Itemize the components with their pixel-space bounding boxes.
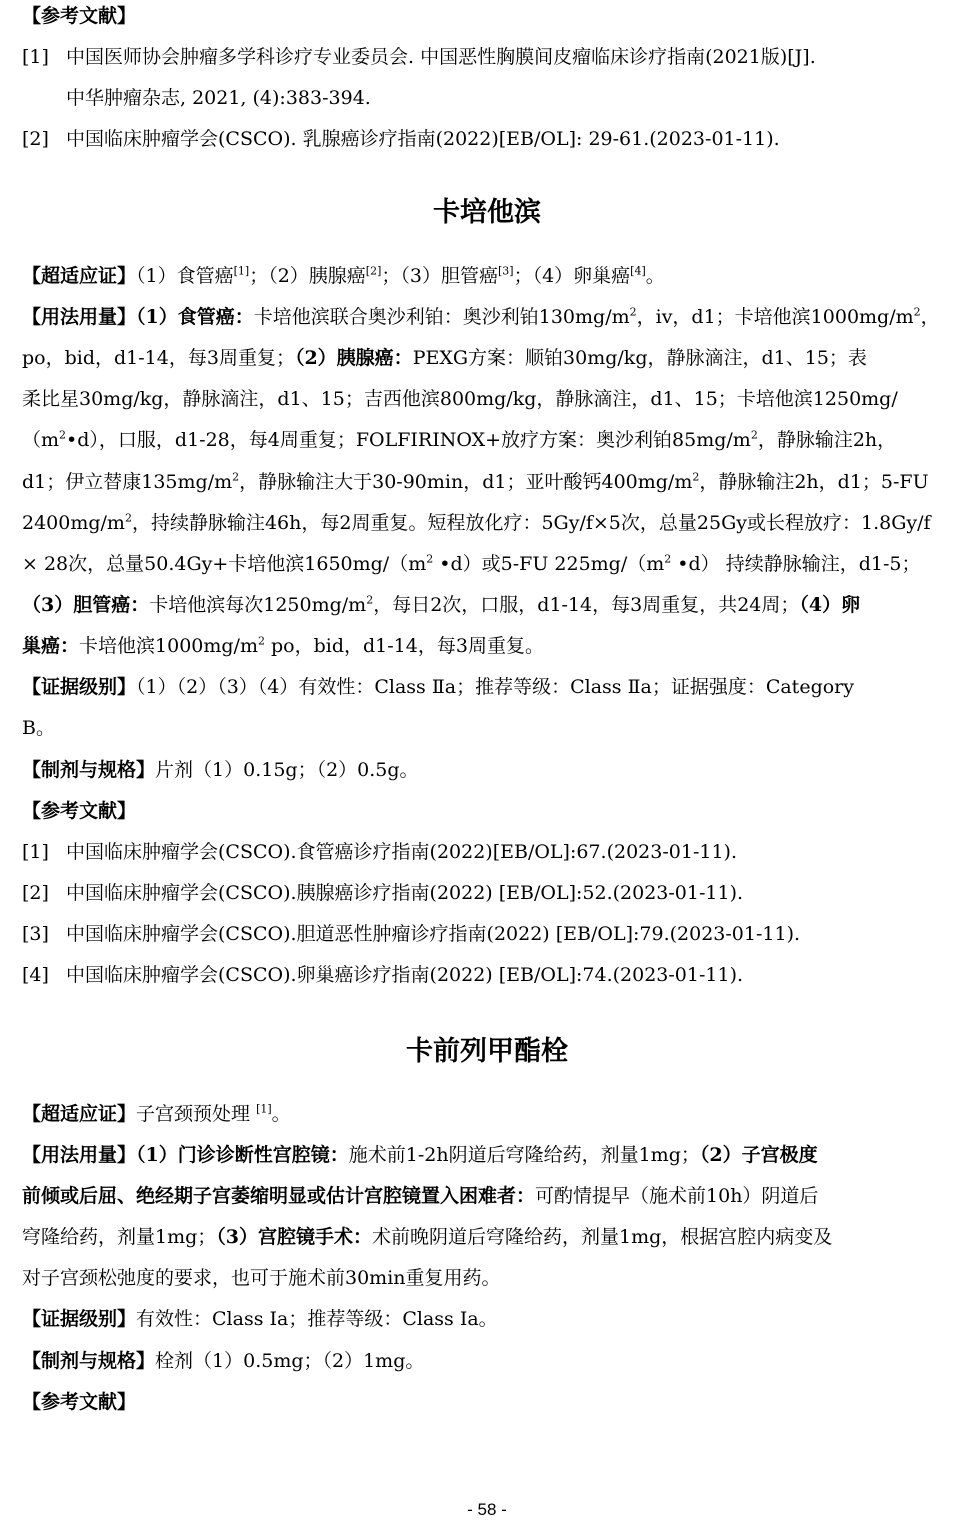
usage-line: 前倾或后屈、绝经期子宫萎缩明显或估计宫腔镜置入困难者：可酌情提早（施术前10h）阴道后 xyxy=(22,1185,819,1207)
usage-line: d1；伊立替康$135mg/m^2$，静脉输注大于30-90min，d1；亚叶酸钙$400mg/m^2$，静脉输注2h，d1；5-FU xyxy=(22,470,929,493)
evidence-line: 【证据级别】有效性：Class Ⅰa；推荐等级：Class Ⅰa。 xyxy=(22,1308,498,1330)
usage-line: 【用法用量】（1）门诊诊断性宫腔镜：施术前1-2h阴道后穹隆给药，剂量1mg；（2）子宫极度 xyxy=(22,1144,818,1166)
usage-line: po，bid，d1-14，每3周重复；（2）胰腺癌：PEXG方案：顺铂30mg/kg，静脉滴注，d1、15；表 xyxy=(22,347,867,369)
section-title: 卡前列甲酯栓 xyxy=(406,1036,568,1067)
usage-line: $2400mg/m^2$，持续静脉输注46h，每2周重复。短程放化疗：5Gy/f×5次，总量25Gy或长程放疗：1.8Gy/f xyxy=(22,511,931,534)
usage-line: $(m^2•d)$，口服，d1-28，每4周重复；FOLFIRINOX+放疗方案：奥沙利铂$85mg/m^2$，静脉输注2h， xyxy=(22,428,897,451)
usage-line: 穹隆给药，剂量1mg；（3）宫腔镜手术：术前晚阴道后穹隆给药，剂量1mg，根据宫腔内病变及 xyxy=(22,1226,833,1248)
usage-line: （3）胆管癌：卡培他滨每次$1250mg/m^2$，每日2次，口服，d1-14，每3周重复，共24周；（4）卵 xyxy=(22,593,861,616)
reference-item: [4] 中国临床肿瘤学会(CSCO).卵巢癌诊疗指南(2022) [EB/OL]:74.(2023-01-11). xyxy=(22,964,744,986)
refs-top-heading: 【参考文献】 xyxy=(22,5,137,27)
usage-line: 【用法用量】（1）食管癌：卡培他滨联合奥沙利铂：奥沙利铂$130mg/m^2$，iv，d1；卡培他滨$1000mg/m^2$， xyxy=(22,305,940,328)
section-title: 卡培他滨 xyxy=(433,197,541,228)
reference-item: [3] 中国临床肿瘤学会(CSCO).胆道恶性肿瘤诊疗指南(2022) [EB/OL]:79.(2023-01-11). xyxy=(22,923,801,945)
usage-line: 巢癌：卡培他滨$1000mg/m^2$ po，bid，d1-14，每3周重复。 xyxy=(22,634,544,657)
reference-item: [1] 中国临床肿瘤学会(CSCO).食管癌诊疗指南(2022)[EB/OL]:67.(2023-01-11). xyxy=(22,841,737,863)
usage-line: 对子宫颈松弛度的要求，也可于施术前30min重复用药。 xyxy=(22,1267,501,1289)
reference-item: [1] 中国医师协会肿瘤多学科诊疗专业委员会. 中国恶性胸膜间皮瘤临床诊疗指南(2021版)[J]. xyxy=(22,46,816,68)
evidence-line-continuation: B。 xyxy=(22,717,55,739)
usage-line: 柔比星30mg/kg，静脉滴注，d1、15；吉西他滨800mg/kg，静脉滴注，d1、15；卡培他滨1250mg/ xyxy=(22,388,898,410)
form-spec-line: 【制剂与规格】片剂（1）0.15g；（2）0.5g。 xyxy=(22,759,419,781)
indications-line: 【超适应证】（1）食管癌[1]；（2）胰腺癌[2]；（3）胆管癌[3]；（4）卵巢癌[4]。 xyxy=(22,264,665,287)
reference-item: [2] 中国临床肿瘤学会(CSCO).胰腺癌诊疗指南(2022) [EB/OL]:52.(2023-01-11). xyxy=(22,882,744,904)
evidence-line: 【证据级别】（1）（2）（3）（4）有效性：Class Ⅱa；推荐等级：Class Ⅱa；证据强度：Category xyxy=(22,676,854,698)
reference-item: [2] 中国临床肿瘤学会(CSCO). 乳腺癌诊疗指南(2022)[EB/OL]: 29-61.(2023-01-11). xyxy=(22,128,780,150)
form-spec-line: 【制剂与规格】栓剂（1）0.5mg；（2）1mg。 xyxy=(22,1350,425,1372)
refs-heading: 【参考文献】 xyxy=(22,1391,137,1413)
reference-item-continuation: 中华肿瘤杂志, 2021, (4):383-394. xyxy=(66,87,371,109)
usage-line: × 28次，总量50.4Gy+卡培他滨$1650mg/(m^2$ •d）或5-FU $225mg/(m^2$ •d） 持续静脉输注，d1-5； xyxy=(22,552,921,575)
refs-heading: 【参考文献】 xyxy=(22,800,137,822)
page-number: - 58 - xyxy=(467,1500,507,1519)
indications-line: 【超适应证】子宫颈预处理 [1]。 xyxy=(22,1102,291,1125)
